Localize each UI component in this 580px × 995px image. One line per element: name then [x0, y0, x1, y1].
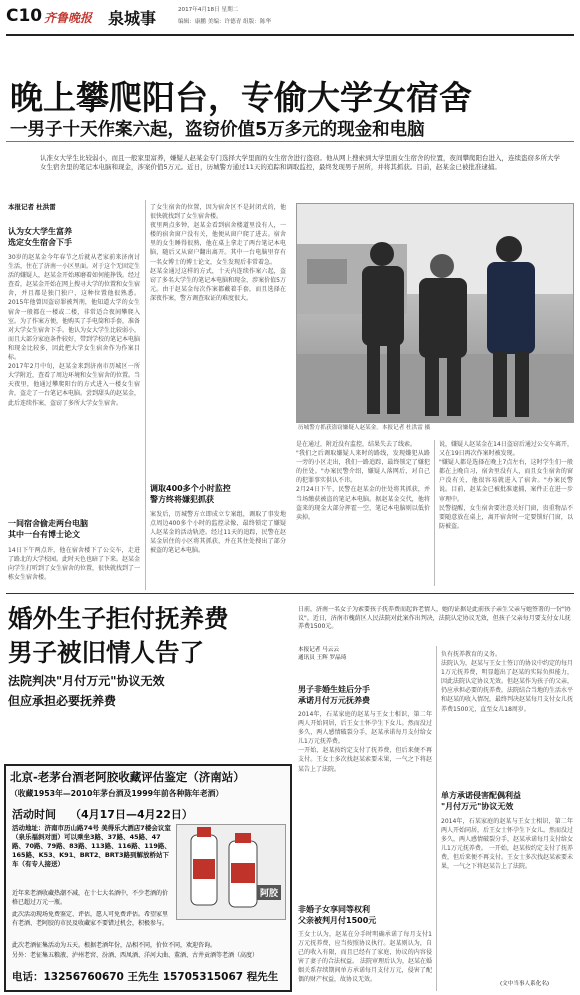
story1-subhead: 一男子十天作案六起，盗窃价值5万多元的现金和电脑	[10, 120, 425, 140]
story1-col2b: 案发后，历城警方立即成立专案组，调取了事发地点周边400多个小时的监控录像，最终锁定了嫌疑人赵某金的活动轨迹。经过11天的追踪，民警在赵某金居住的小区将其抓获，并在其住处搜出了部分被盗的笔记本电脑。	[150, 511, 286, 555]
section-title: 泉城事	[108, 9, 157, 28]
ad-address-text: 济南市历山路74号 美得乐大酒店7楼会议室（泉乐福斜对面）可以乘坐3路、37路、45路、47路、70路、79路、83路、113路、116路、119路、165路、K53、K91、BRT2、BRT3路到解放桥站下车（有专人接送）	[12, 824, 171, 868]
story1-col3: 是在通过，附近没有监控，结果失去了线索。 "我们之后调取嫌疑人来时的路线，发现嫌犯从路一旁的小区走出，我们一路追踪，最终锁定了嫌犯的住处。"办案民警介绍，嫌疑人落网后，对自己的犯罪事实供认不讳。 2月24日下午，民警在赵某金的住处将其抓获，并当场缴获被盗的笔记本电脑。据赵某金交代，他将盗来的现金大部分挥霍一空，笔记本电脑则以低价卖掉。	[296, 441, 430, 521]
story1-subhead-1: 认为女大学生富养 选定女生宿舍下手	[8, 227, 72, 247]
story1-lede: 认准女大学生比较弱小，而且一般家里富养，嫌疑人赵某金专门选择大学里面的女生宿舍进行盗窃。他从网上搜索到大学里面女生宿舍的位置，夜间攀爬阳台进入，连续盗窃多所大学女生宿舍里的笔记本电脑和现金，涉案价值5万元。近日，历城警方通过11天的追踪和调取监控，最终发现男子居所，并将其抓获。目前，赵某金已被批准逮捕。	[40, 154, 560, 171]
story2-headline-1: 婚外生子拒付抚养费	[8, 604, 229, 633]
ad-name-2: 程先生	[246, 971, 279, 983]
story2-col3-text: 2014年，石某家庭的赵某与王女士相识，第二年两人开始同居，后王女士怀孕生下女儿。然而没过多久，两人感情破裂分手，赵某承诺每月支付给女儿1万元抚养费。 一开始，赵某按约定支付了抚养费，但后来便不再支付。王女士多次找赵某索要未果，一气之下将赵某告上了法院。	[441, 818, 573, 871]
story1-headline: 晚上攀爬阳台，专偷大学女宿舍	[10, 78, 472, 117]
story1-byline: 本报记者 杜洪雷	[8, 203, 56, 211]
ad-note-1: 近年来老酒收藏热潮不减，在十七大名酒中，不少老酒的价格已超过万元一瓶。	[12, 890, 169, 906]
photo-illustration	[297, 204, 573, 422]
story2-subhead-a: 男子非婚生娃后分手 承诺月付万元抚养费	[298, 685, 370, 705]
story1-col1: 30岁的赵某金今年春节之后就从老家前来济南讨生活，住在了济南一小区里面。对于这个无固定生活的嫌疑人，赵某金开始琢磨着如何能挣钱。经过查看，赵某金开始在网上搜寻大学的位置和女生宿舍，并且都是独门独户，这种位置他很熟悉。2015年他曾因盗窃罪被判刑，他知道大学的女生宿舍一般都在一楼或二楼，非常适合夜间攀爬入室。为了作案方便，他购买了手电筒和手套，准备对大学女生宿舍下手。他认为女大学生比较弱小，而且大部分家庭条件较好，带到学校的笔记本电脑和现金比较多，因此把大学女生宿舍作为作案目标。 2017年2月中旬，赵某金来到济南市历城区一所大学附近，查看了周边环境和女生宿舍的位置。当天夜里，他通过攀爬阳台的方式进入一楼女生宿舍，盗走了一台笔记本电脑。尝到甜头的赵某金，此后连续作案，盗窃了多所大学女生宿舍。	[8, 254, 140, 407]
story2-sub-2: 但应承担必要抚养费	[8, 694, 117, 708]
ad-bottles	[176, 824, 286, 920]
story2-credit: (文中当事人系化名)	[500, 981, 550, 987]
col-divider-3	[436, 646, 437, 991]
rule-1	[6, 141, 574, 142]
story1-col1b: 14日下午两点许，他在宿舍楼下了公交车，走进了路北的大学校园。此时天色也暗了下来。赵某金向学生打听到了女生宿舍的位置，很快就找到了一栋女生宿舍楼。	[8, 547, 140, 582]
col-divider-2	[434, 440, 435, 586]
ad-box	[4, 764, 292, 992]
story2-subhead-c: 单方承诺侵害配偶利益 "月付万元"协议无效	[441, 791, 521, 811]
story2-col1b: 王女士认为，赵某在分手时明确承诺了每月支付1万元抚养费，应当按照协议执行。赵某则认为，自己的收入有限，而且已经有了家庭，协议的内容侵害了妻子的合法权益。 法院审理后认为，赵某在婚姻关系存续期间单方承诺每月支付万元，侵害了配偶的财产权益，故协议无效。	[298, 931, 432, 984]
col-divider-1	[145, 200, 146, 590]
story2-byline: 本报记者 马云云 通讯员 王辉 罗晶琦	[298, 647, 347, 662]
ad-subtitle: （收藏1953年—2010年茅台酒及1999年前各种陈年老酒）	[10, 789, 224, 798]
story2-col1: 2014年，石某家庭的赵某与王女士相识，第二年两人开始同居，后王女士怀孕生下女儿。然而没过多久，两人感情破裂分手，赵某承诺每月支付给女儿1万元抚养费。 一开始，赵某按约定支付了抚养费，但后来便不再支付。王女士多次找赵某索要未果，一气之下将赵某告上了法院。	[298, 711, 432, 773]
ad-address	[12, 824, 172, 888]
bottle-label: 阿胶	[257, 885, 281, 900]
editor-line: 编辑：康鹏 美编：许德青 组版：陈华	[178, 19, 272, 25]
ad-note-2: 此次活动现场免费鉴定、评估，愿人可免费评估。希望家里有老酒、老阿胶的市民及收藏家不要错过机会，积极参与。	[12, 911, 169, 927]
ad-period-label: 活动时间	[12, 808, 56, 821]
page-code: C10	[6, 6, 43, 26]
bottle-icon	[177, 825, 285, 919]
story2-col3	[441, 817, 573, 977]
page-header	[0, 0, 580, 38]
story1-col4: 说，嫌疑人赵某金在14日盗窃后通过公交车离开，又在19日再次作案时被发现。 "嫌疑人都是选择在晚上7点左右，这时学生们一般都在上晚自习，宿舍里没有人，而且女生宿舍的窗户没有关，他很容易就进入了宿舍。"办案民警说。目前，赵某金已被批准逮捕，案件正在进一步审理中。 民警提醒，女生宿舍要注意关好门窗，贵重物品不要随意放在桌上，离开宿舍时一定要锁好门窗，以防被盗。	[439, 441, 573, 530]
ad-phones	[12, 969, 286, 984]
story1-subhead-3: 调取400多个小时监控 警方终将嫌犯抓获	[150, 484, 231, 504]
story1-col2: 了女生宿舍的位置，因为宿舍区不是封闭式的，他很快就找到了女生宿舍楼。 夜里两点多钟，赵某金看到宿舍楼道里没有人，一楼的宿舍窗户没有关，他便从窗户爬了进去。宿舍里的女生睡得很熟，他在桌上拿走了两台笔记本电脑，随后又从窗户翻出离开。其中一台电脑里存有一名女博士的博士论文，女生发现后非常着急。 赵某金通过这样的方式，十天内连续作案六起，盗窃了多名大学生的笔记本电脑和现金，涉案价值5万元。由于赵某金每次作案都戴着手套，而且选择在深夜作案，警方调查取证的难度很大。	[150, 204, 286, 302]
story2-headline-2: 男子被旧情人告了	[8, 638, 204, 667]
rule-2	[6, 593, 574, 594]
story2-subhead-b: 非婚子女享同等权利 父亲被判月付1500元	[298, 905, 377, 925]
ad-name-1: 王先生	[127, 971, 160, 983]
ad-note-3: 此次老酒征集活动为五天。根据老酒年份，品相不同，价位不同，欢迎咨询。	[12, 942, 217, 949]
ad-phone-2: 15705315067	[162, 971, 244, 983]
issue-date: 2017年4月18日 星期二	[178, 7, 239, 13]
ad-period: （4月17日—4月22日）	[70, 808, 193, 821]
story1-photo	[296, 203, 574, 423]
ad-title: 北京-老茅台酒老阿胶收藏评估鉴定（济南站）	[10, 770, 245, 784]
photo-caption: 历城警方抓获盗窃嫌疑人赵某金。本报记者 杜洪雷 摄	[298, 425, 431, 431]
story2-col2: 负有抚养教育的义务。 法院认为，赵某与王女士签订的协议中约定的每月1万元抚养费，明显超出了赵某的实际负担能力，因此法院认定协议无效。但赵某作为孩子的父亲，仍应承担必要的抚养费。法院结合当地的生活水平和赵某的收入情况，最终判决赵某每月支付女儿抚养费1500元，直至女儿18周岁。	[441, 651, 573, 713]
ad-note-4: 另外：老征集五粮液、泸州老窖、汾酒、西凤酒、洋河大曲、董酒、古井贡酒等老酒（高度）	[12, 952, 259, 959]
header-rule	[6, 34, 574, 36]
story2-sub-1: 法院判决"月付万元"协议无效	[8, 674, 165, 688]
ad-phone-1: 13256760670	[43, 971, 124, 983]
ad-address-label: 活动地址：	[12, 824, 45, 832]
paper-logo: 齐鲁晚报	[44, 11, 93, 25]
ad-phone-label: 电话：	[12, 971, 44, 983]
story2-lede: 日前，济南一名女子为索要孩子抚养费而起诉老情人，她的证据是此前孩子亲生父亲与她签署的一份"协议"。近日，济南市槐荫区人民法院对此案作出判决，法院认定协议无效，但孩子父亲每月要支付女儿抚养费1500元。	[298, 606, 571, 630]
story1-subhead-2: 一间宿舍偷走两台电脑 其中一台有博士论文	[8, 519, 88, 539]
